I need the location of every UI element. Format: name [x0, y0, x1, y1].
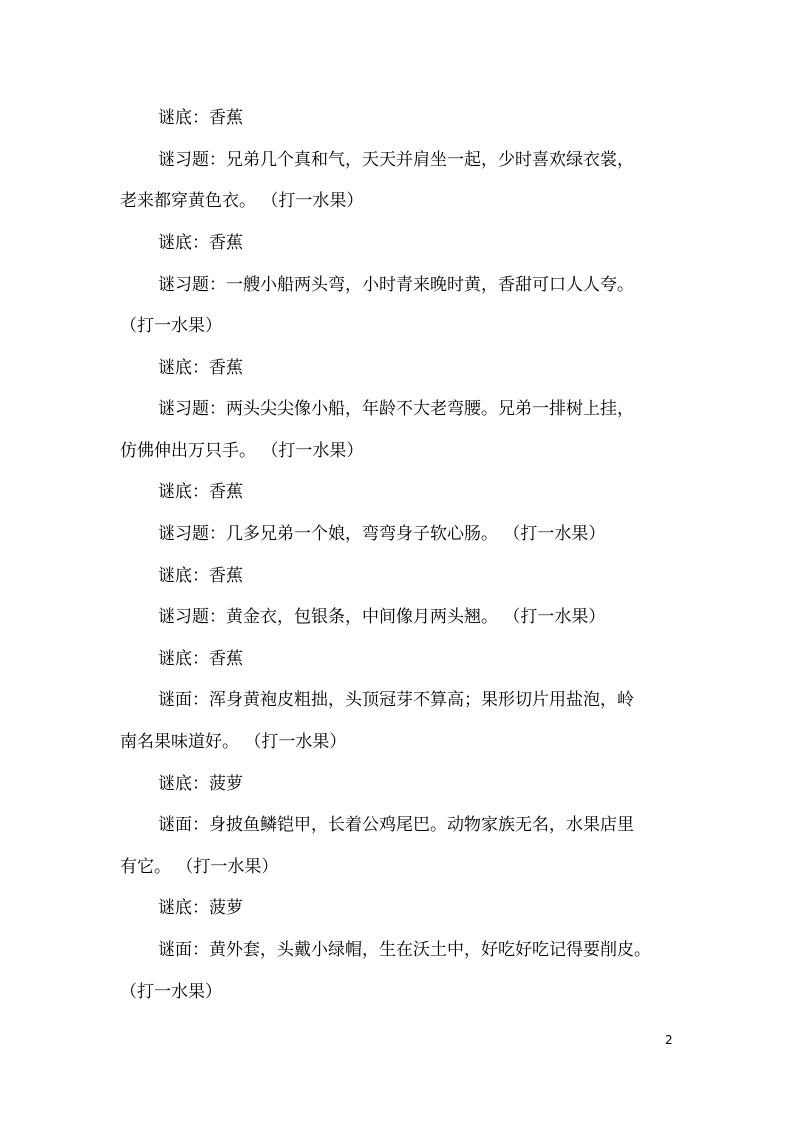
riddle-question-continued: （打一水果） — [120, 982, 222, 1002]
riddle-answer: 谜底：香蕉 — [158, 108, 243, 128]
riddle-question-continued: 仿佛伸出万只手。 （打一水果） — [120, 441, 364, 461]
riddle-question-continued: （打一水果） — [120, 316, 222, 336]
riddle-question: 谜习题：几多兄弟一个娘，弯弯身子软心肠。 （打一水果） — [158, 524, 606, 544]
riddle-answer: 谜底：菠萝 — [158, 898, 243, 918]
riddle-question: 谜习题：两头尖尖像小船，年龄不大老弯腰。兄弟一排树上挂， — [158, 399, 634, 419]
riddle-question: 谜面：黄外套，头戴小绿帽，生在沃土中，好吃好吃记得要削皮。 — [158, 940, 651, 960]
riddle-question: 谜面：身披鱼鳞铠甲，长着公鸡尾巴。动物家族无名，水果店里 — [158, 815, 634, 835]
riddle-question: 谜习题：黄金衣，包银条，中间像月两头翘。 （打一水果） — [158, 607, 606, 627]
riddle-answer: 谜底：香蕉 — [158, 233, 243, 253]
riddle-question-continued: 老来都穿黄色衣。 （打一水果） — [120, 191, 364, 211]
riddle-question-continued: 有它。 （打一水果） — [120, 857, 279, 877]
riddle-answer: 谜底：香蕉 — [158, 358, 243, 378]
riddle-question: 谜习题：兄弟几个真和气，天天并肩坐一起，少时喜欢绿衣裳， — [158, 150, 634, 170]
riddle-answer: 谜底：香蕉 — [158, 482, 243, 502]
riddle-answer: 谜底：香蕉 — [158, 566, 243, 586]
riddle-answer: 谜底：菠萝 — [158, 774, 243, 794]
riddle-question-continued: 南名果味道好。 （打一水果） — [120, 732, 347, 752]
page-number: 2 — [665, 1033, 673, 1047]
riddle-answer: 谜底：香蕉 — [158, 649, 243, 669]
riddle-question: 谜面：浑身黄袍皮粗拙，头顶冠芽不算高；果形切片用盐泡，岭 — [158, 690, 634, 710]
riddle-question: 谜习题：一艘小船两头弯，小时青来晚时黄，香甜可口人人夸。 — [158, 275, 634, 295]
